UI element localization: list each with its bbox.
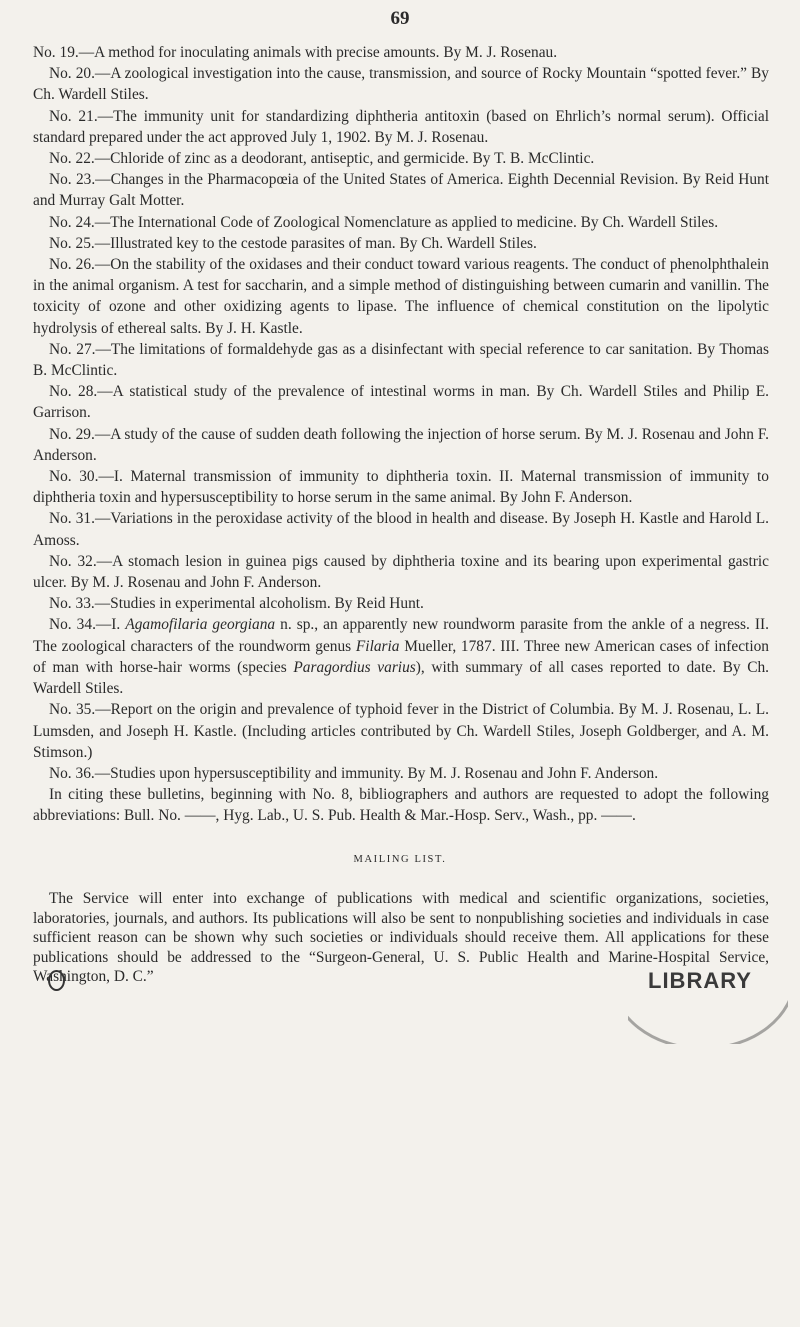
- bulletin-list: [33, 42, 769, 827]
- page-number: 69: [390, 8, 410, 29]
- bulletin-entry-34: [33, 614, 769, 699]
- bulletin-entry-33: No. 33.—Studies in experimental alcoholism. By Reid Hunt.: [49, 595, 424, 613]
- bulletin-entry-36: No. 36.—Studies upon hypersusceptibility and immunity. By M. J. Rosenau and John F. Anderson.: [49, 764, 659, 782]
- bulletin-entry-21: No. 21.—The immunity unit for standardizing diphtheria antitoxin (based on Ehrlich’s normal serum). Official standard prepared under the act approved July 1, 1902. By M. J. Rosenau.: [33, 107, 769, 146]
- bulletin-entry-31: No. 31.—Variations in the peroxidase activity of the blood in health and disease. By Joseph H. Kastle and Harold L. Amoss.: [33, 510, 769, 549]
- citing-note: In citing these bulletins, beginning with No. 8, bibliographers and authors are requested to adopt the following abbreviations: Bull. No. ——, Hyg. Lab., U. S. Pub. Health & Mar.-Hosp. Serv., Wash., pp. ——.: [33, 786, 769, 825]
- bulletin-entry-19: No. 19.—A method for inoculating animals with precise amounts. By M. J. Rosenau.: [33, 44, 558, 61]
- mailing-list-text: The Service will enter into exchange of publications with medical and scientific organizations, societies, laboratories, journals, and authors. Its publications will also be sent to nonpublishing societies and individuals in case sufficient reason can be shown why such societies or individuals should receive them. All applications for these publications should be addressed to the “Surgeon-General, U. S. Public Health and Marine-Hospital Service, Washington, D. C.”: [33, 890, 769, 986]
- bulletin-entry-26: No. 26.—On the stability of the oxidases and their conduct toward various reagents. The conduct of phenolphthalein in the animal organism. A test for saccharin, and a simple method of distinguishing between cumarin and vanillin. The toxicity of ozone and other oxidizing agents to lipase. The influence of chemical constitution on the lipolytic hydrolysis of ethereal salts. By J. H. Kastle.: [33, 256, 769, 337]
- entry-34-species-agamofilaria: Agamofilaria georgiana: [125, 616, 276, 634]
- entry-34-part-3: Mueller, 1787. III. Three new American cases of infection of man with horse-hair worms (species: [33, 637, 769, 676]
- entry-34-genus-filaria: Filaria: [355, 637, 400, 655]
- bulletin-entry-22: No. 22.—Chloride of zinc as a deodorant, antiseptic, and germicide. By T. B. McClintic.: [49, 150, 595, 168]
- bulletin-entry-30: No. 30.—I. Maternal transmission of immunity to diphtheria toxin. II. Maternal transmission of immunity to diphtheria toxin and hypersusceptibility to horse serum in the same animal. By John F. Anderson.: [33, 468, 769, 507]
- bulletin-entry-25: No. 25.—Illustrated key to the cestode parasites of man. By Ch. Wardell Stiles.: [49, 234, 537, 252]
- bulletin-entry-27: No. 27.—The limitations of formaldehyde gas as a disinfectant with special reference to car sanitation. By Thomas B. McClintic.: [33, 340, 769, 380]
- mailing-list-heading: MAILING LIST.: [353, 854, 447, 865]
- bulletin-entry-28: No. 28.—A statistical study of the prevalence of intestinal worms in man. By Ch. Wardell Stiles and Philip E. Garrison.: [33, 383, 769, 422]
- entry-34-species-paragordius: Paragordius varius: [293, 658, 416, 676]
- stamp-label: LIBRARY: [648, 968, 752, 993]
- entry-34-part-4: ), with summary of all cases reported to date. By Ch. Wardell Stiles.: [33, 658, 770, 698]
- bulletin-entry-32: No. 32.—A stomach lesion in guinea pigs caused by diphtheria toxine and its bearing upon experimental gastric ulcer. By M. J. Rosenau and John F. Anderson.: [33, 552, 769, 592]
- bulletin-entry-24: No. 24.—The International Code of Zoological Nomenclature as applied to medicine. By Ch. Wardell Stiles.: [49, 213, 719, 231]
- library-stamp: [628, 964, 788, 1044]
- entry-34-part-2: n. sp., an apparently new roundworm parasite from the ankle of a negress. II. The zoological characters of the roundworm genus: [33, 616, 769, 655]
- bulletin-entry-20: No. 20.—A zoological investigation into the cause, transmission, and source of Rocky Mountain “spotted fever.” By Ch. Wardell Stiles.: [33, 65, 769, 104]
- entry-34-part-1: No. 34.—I.: [49, 616, 126, 634]
- circle-mark-icon: [48, 970, 65, 991]
- bulletin-entry-35: No. 35.—Report on the origin and prevalence of typhoid fever in the District of Columbia. By M. J. Rosenau, L. L. Lumsden, and Joseph H. Kastle. (Including articles contributed by Ch. Wardell Stiles, Joseph Goldberger, and A. M. Stimson.): [33, 701, 769, 761]
- bulletin-entry-29: No. 29.—A study of the cause of sudden death following the injection of horse serum. By M. J. Rosenau and John F. Anderson.: [33, 425, 769, 464]
- bulletin-entry-23: No. 23.—Changes in the Pharmacopœia of the United States of America. Eighth Decennial Revision. By Reid Hunt and Murray Galt Motter.: [33, 171, 769, 210]
